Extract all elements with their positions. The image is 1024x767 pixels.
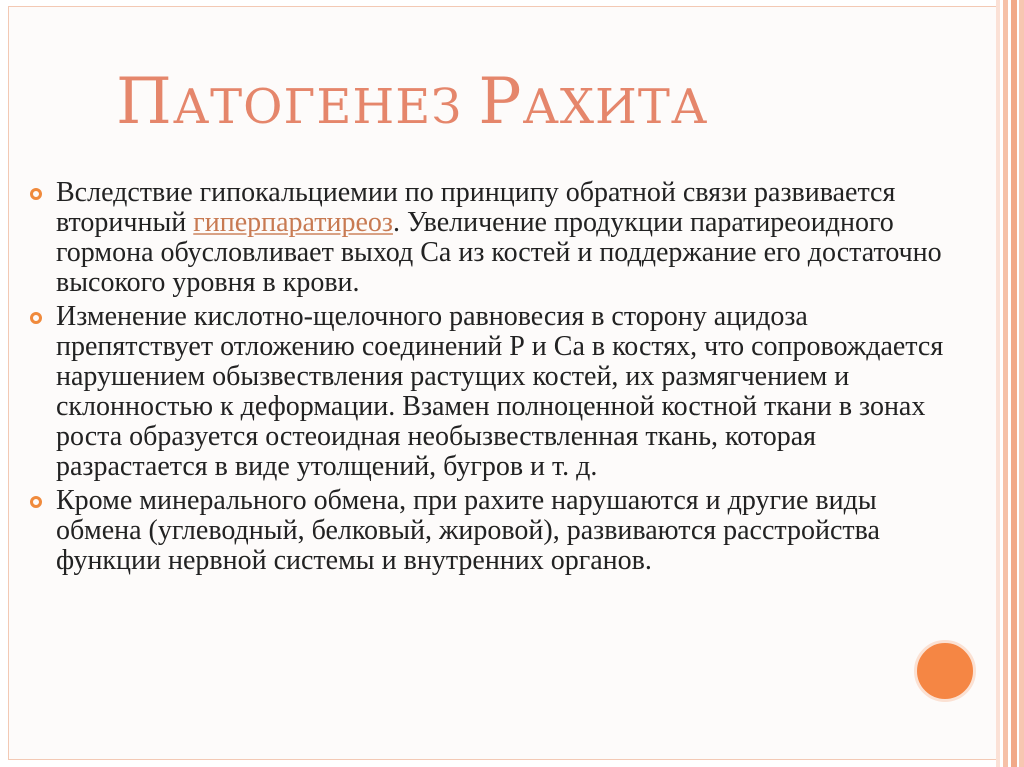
ring-bullet-icon xyxy=(30,188,42,200)
orange-circle-icon xyxy=(914,640,976,702)
bullet-item-3 xyxy=(30,486,965,576)
bullet-2-text: Изменение кислотно-щелочного равновесия в сторону ацидоза препятствует отложению соединений Р и Са в костях, что сопровождается нарушением обызвествления растущих костей, их размягчением и склонностью к деформации. Взамен полноценной костной ткани в зонах роста образуется остеоидная необызвествленная ткань, которая разрастается в виде утолщений, бугров и т. д. xyxy=(56,301,944,482)
bullet-item-2 xyxy=(30,302,965,482)
bullet-list xyxy=(30,178,965,580)
bullet-1-text-before: Вследствие гипокальциемии по принципу обратной связи развивается вторичный xyxy=(56,177,896,238)
bullet-1-text-after: . Увеличение продукции паратиреоидного гормона обусловливает выход Са из костей и поддержание его достаточно высокого уровня в крови. xyxy=(56,207,942,298)
decorative-stripes xyxy=(996,0,1024,767)
ring-bullet-icon xyxy=(30,312,42,324)
hyperparathyroidism-link[interactable]: гиперпаратиреоз xyxy=(193,207,393,238)
ring-bullet-icon xyxy=(30,496,42,508)
bullet-3-text: Кроме минерального обмена, при рахите нарушаются и другие виды обмена (углеводный, белковый, жировой), развиваются расстройства функции нервной системы и внутренних органов. xyxy=(56,485,880,576)
bullet-item-1 xyxy=(30,178,965,298)
slide-title: ПАТОГЕНЕЗ РАХИТА xyxy=(116,65,709,139)
